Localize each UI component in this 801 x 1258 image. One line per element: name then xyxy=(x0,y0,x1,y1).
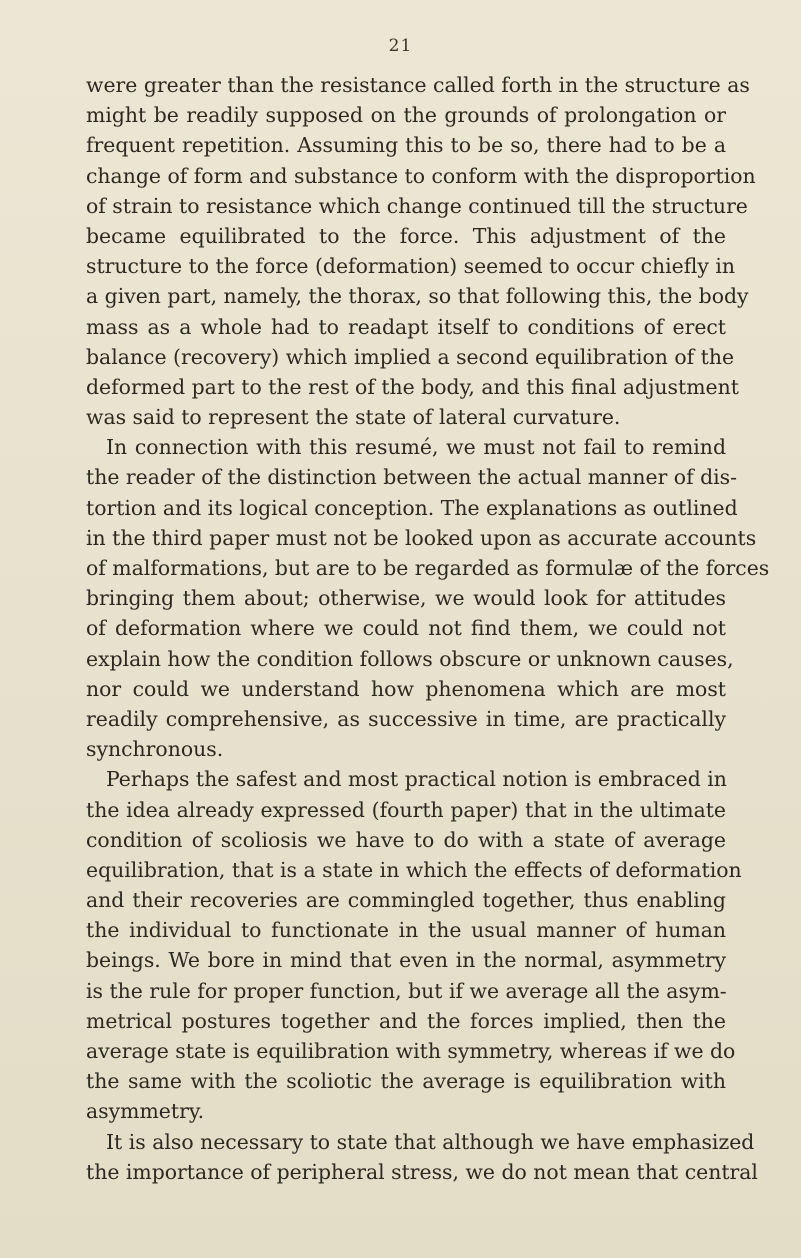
text-line: tortion and its logical conception. The explanations as outlined xyxy=(86,495,738,520)
text-line: the importance of peripheral stress, we do not mean that central xyxy=(86,1159,758,1184)
text-line: structure to the force (deformation) seemed to occur chiefly in xyxy=(86,254,736,279)
text-line: is the rule for proper function, but if we average all the asym- xyxy=(86,978,727,1003)
body-text xyxy=(86,70,770,1187)
text-line: Perhaps the safest and most practical notion is embraced in xyxy=(106,767,727,792)
text-line: asymmetry. xyxy=(86,1099,205,1124)
text-line: was said to represent the state of lateral curvature. xyxy=(86,405,621,430)
text-line: synchronous. xyxy=(86,737,224,762)
text-line: frequent repetition. Assuming this to be so, there had to be a xyxy=(86,133,726,158)
text-line: balance (recovery) which implied a second equilibration of the xyxy=(86,344,735,369)
text-line: bringing them about; otherwise, we would look for attitudes xyxy=(86,586,726,611)
text-line: change of form and substance to conform with the disproportion xyxy=(86,163,756,188)
text-line: readily comprehensive, as successive in time, are practically xyxy=(86,706,726,731)
text-line: In connection with this resumé, we must not fail to remind xyxy=(106,435,726,460)
text-line: became equilibrated to the force. This adjustment of the xyxy=(86,223,726,248)
text-line: of strain to resistance which change continued till the structure xyxy=(86,193,748,218)
text-line: a given part, namely, the thorax, so that following this, the body xyxy=(86,284,749,309)
text-line: mass as a whole had to readapt itself to conditions of erect xyxy=(86,314,726,339)
text-line: the individual to functionate in the usual manner of human xyxy=(86,918,726,943)
text-line: beings. We bore in mind that even in the normal, asymmetry xyxy=(86,948,726,973)
text-line: the idea already expressed (fourth paper) that in the ultimate xyxy=(86,797,726,822)
text-line: nor could we understand how phenomena which are most xyxy=(86,676,726,701)
text-line: the reader of the distinction between the actual manner of dis- xyxy=(86,465,738,490)
text-line: were greater than the resistance called forth in the structure as xyxy=(86,73,750,97)
text-line: metrical postures together and the forces implied, then the xyxy=(86,1008,726,1033)
text-line: of deformation where we could not find them, we could not xyxy=(86,616,726,641)
text-line: It is also necessary to state that although we have emphasized xyxy=(106,1129,755,1154)
text-line: equilibration, that is a state in which the effects of deformation xyxy=(86,857,742,882)
text-line: deformed part to the rest of the body, and this final adjustment xyxy=(86,374,739,399)
text-line: might be readily supposed on the grounds of prolongation or xyxy=(86,103,726,128)
text-line: the same with the scoliotic the average is equilibration with xyxy=(86,1069,726,1094)
text-line: and their recoveries are commingled together, thus enabling xyxy=(86,888,726,913)
text-line: condition of scoliosis we have to do with a state of average xyxy=(86,827,726,852)
text-line: of malformations, but are to be regarded as formulæ of the forces xyxy=(86,556,770,580)
page-number: 21 xyxy=(388,36,413,56)
text-line: in the third paper must not be looked upon as accurate accounts xyxy=(86,525,757,550)
text-line: explain how the condition follows obscure or unknown causes, xyxy=(86,646,734,671)
text-line: average state is equilibration with symmetry, whereas if we do xyxy=(86,1039,736,1063)
